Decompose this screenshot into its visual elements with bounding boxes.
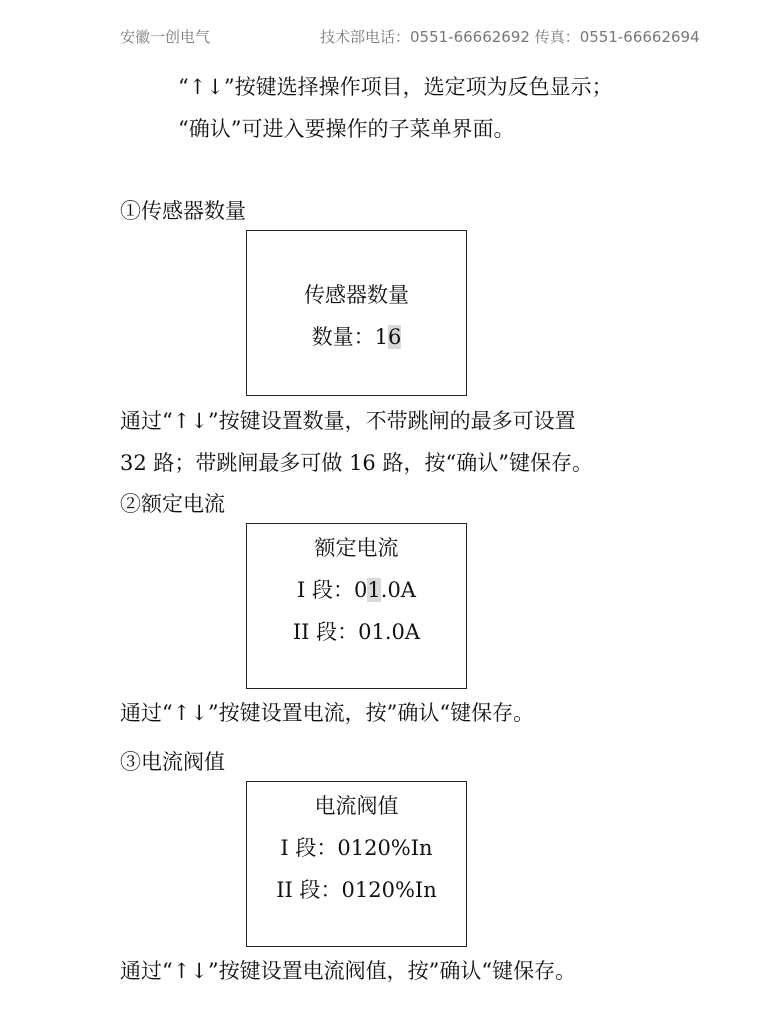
header-contact: 技术部电话：0551-66662692 传真：0551-66662694 [320,28,700,46]
section3-desc: 通过“↑↓”按键设置电流阀值，按”确认“键保存。 [120,959,577,983]
section1-desc-line-2: 32 路；带跳闸最多可做 16 路，按“确认”键保存。 [120,451,593,475]
section-heading-current-threshold: ③电流阀值 [120,750,225,774]
stage1-rest: .0A [380,578,416,602]
screen-row-count [247,323,466,351]
screen-title: 传感器数量 [304,283,409,307]
count-digit-selected: 6 [388,325,402,349]
screen-row-stage1: I 段：0120%In [280,836,433,860]
screen-title: 额定电流 [314,536,399,560]
lcd-screen-sensor-count [246,230,467,396]
screen-title: 电流阀值 [314,794,399,818]
intro-line-2: “确认”可进入要操作的子菜单界面。 [178,117,515,141]
section1-desc-line-1: 通过“↑↓”按键设置数量，不带跳闸的最多可设置 [120,409,576,433]
header-company: 安徽一创电气 [120,28,211,46]
stage1-digit-selected: 1 [367,578,381,602]
screen-row-stage2: II 段：0120%In [276,878,437,902]
stage1-digit: 0 [354,578,368,602]
section2-desc: 通过“↑↓”按键设置电流，按”确认“键保存。 [120,701,535,725]
section-heading-sensor-count: ①传感器数量 [120,199,246,223]
screen-row-stage1 [247,576,466,604]
intro-line-1: “↑↓”按键选择操作项目，选定项为反色显示； [178,75,613,99]
lcd-screen-current-threshold [246,781,467,947]
count-label: 数量： [311,325,375,349]
section-heading-rated-current: ②额定电流 [120,492,225,516]
screen-row-stage2: II 段：01.0A [292,620,421,644]
stage1-label: I 段： [297,578,355,602]
count-digit: 1 [374,325,388,349]
lcd-screen-rated-current [246,523,467,689]
